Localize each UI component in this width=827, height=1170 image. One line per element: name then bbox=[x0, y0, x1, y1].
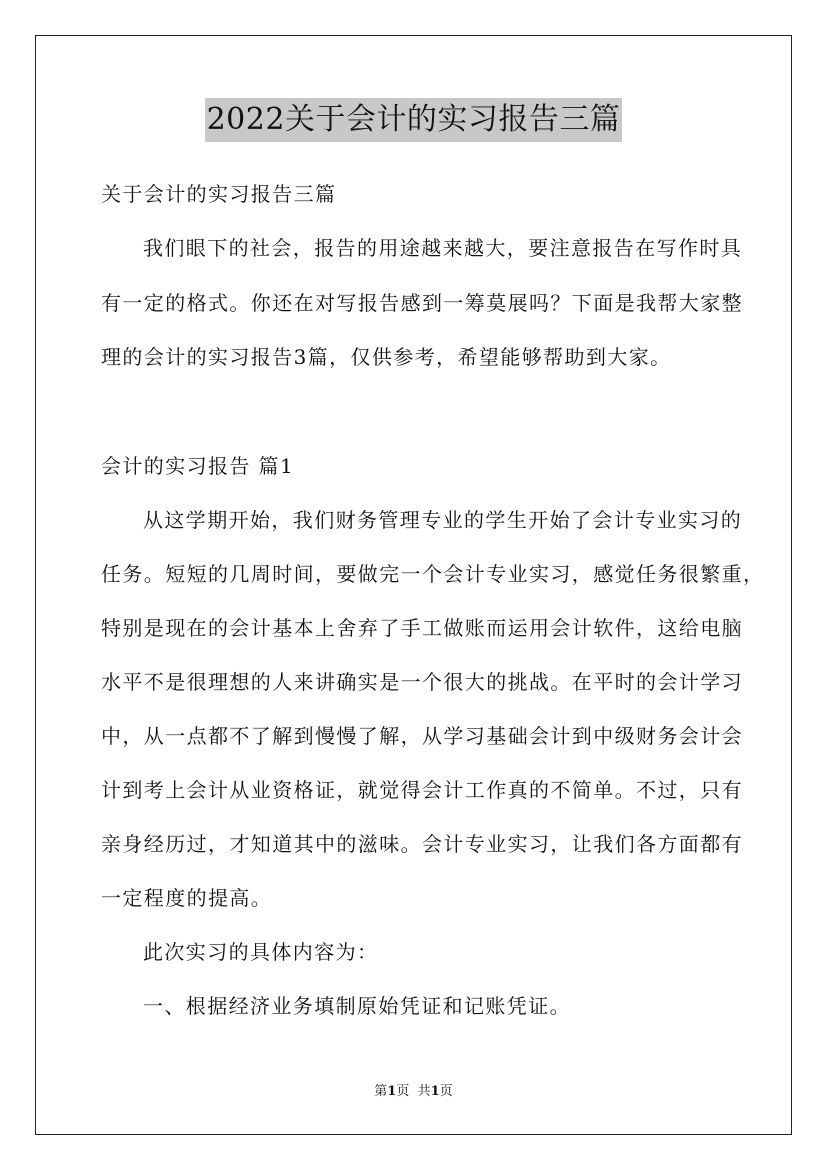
content-intro: 此次实习的具体内容为： bbox=[143, 940, 379, 964]
page-label-prefix: 第 bbox=[374, 1084, 388, 1099]
page-number: 1 bbox=[387, 1084, 397, 1099]
section-line-6: 计到考上会计从业资格证，就觉得会计工作真的不简单。不过，只有 bbox=[101, 778, 743, 802]
section-line-3: 特别是现在的会计基本上舍弃了手工做账而运用会计软件，这给电脑 bbox=[101, 616, 743, 640]
total-pages: 1 bbox=[430, 1084, 440, 1099]
section-line-8: 一定程度的提高。 bbox=[101, 886, 273, 910]
list-item-1: 一、根据经济业务填制原始凭证和记账凭证。 bbox=[143, 994, 571, 1018]
intro-line-3: 理的会计的实习报告3篇，仅供参考，希望能够帮助到大家。 bbox=[101, 345, 672, 369]
page-footer bbox=[0, 1083, 827, 1101]
intro-line-2: 有一定的格式。你还在对写报告感到一筹莫展吗？下面是我帮大家整 bbox=[101, 291, 743, 315]
total-label-prefix: 共 bbox=[417, 1084, 431, 1099]
section-line-5: 中，从一点都不了解到慢慢了解，从学习基础会计到中级财务会计会 bbox=[101, 724, 743, 748]
document-title-text: 2022关于会计的实习报告三篇 bbox=[205, 98, 623, 142]
total-label-suffix: 页 bbox=[439, 1084, 453, 1099]
section-line-7: 亲身经历过，才知道其中的滋味。会计专业实习，让我们各方面都有 bbox=[101, 832, 743, 856]
section-line-1: 从这学期开始，我们财务管理专业的学生开始了会计专业实习的 bbox=[143, 508, 743, 532]
intro-line-1: 我们眼下的社会，报告的用途越来越大，要注意报告在写作时具 bbox=[143, 236, 743, 260]
page-label-suffix: 页 bbox=[396, 1084, 410, 1099]
document-title bbox=[0, 98, 827, 142]
document-subtitle: 关于会计的实习报告三篇 bbox=[101, 182, 337, 206]
section-line-2: 任务。短短的几周时间，要做完一个会计专业实习，感觉任务很繁重， bbox=[101, 562, 765, 586]
section-line-4: 水平不是很理想的人来讲确实是一个很大的挑战。在平时的会计学习 bbox=[101, 670, 743, 694]
section-heading: 会计的实习报告 篇1 bbox=[101, 454, 295, 478]
